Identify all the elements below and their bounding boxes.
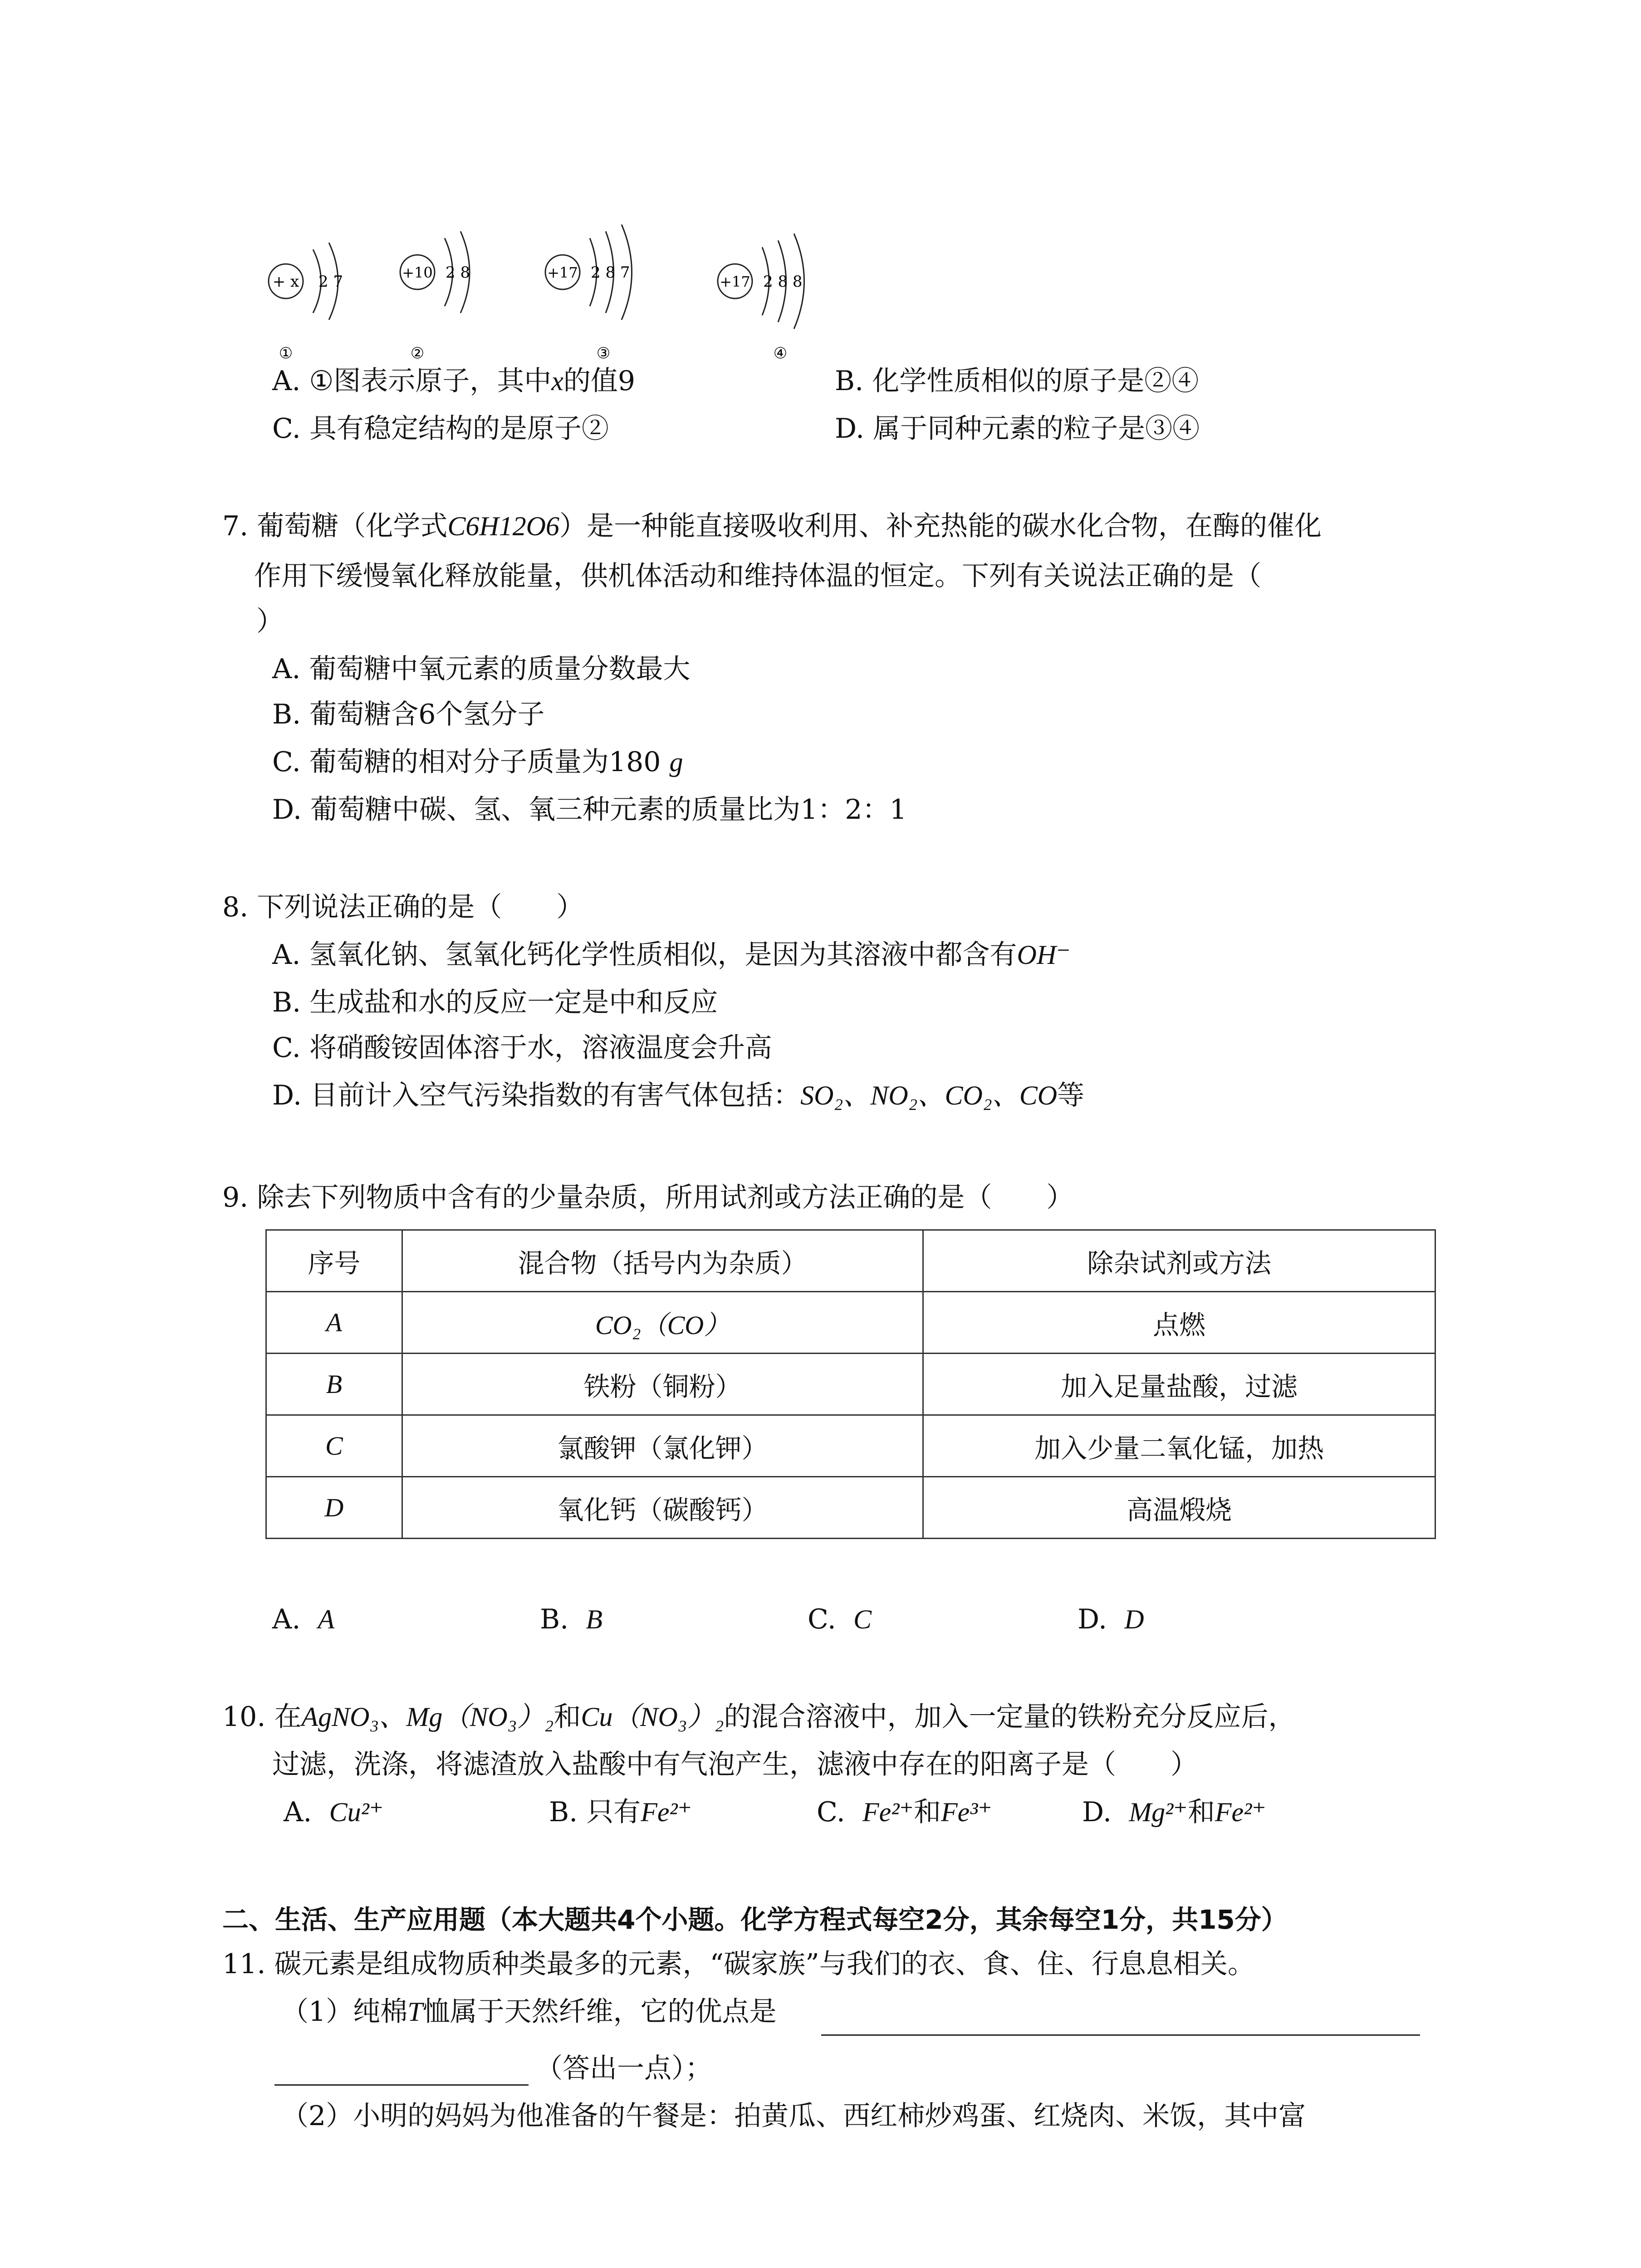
q11-part2: （2）小明的妈妈为他准备的午餐是：拍黄瓜、西红柿炒鸡蛋、红烧肉、米饭，其中富 [281, 2100, 1306, 2132]
atom-diagram-1 [269, 243, 343, 362]
table-cell: 高温煅烧 [923, 1477, 1435, 1539]
q8-option-d[interactable]: D. 目前计入空气污染指数的有害气体包括：SO₂、NO₂、CO₂、CO等 [272, 1080, 1085, 1111]
q9-option-b[interactable]: B. B [540, 1603, 603, 1635]
svg-text:②: ② [410, 344, 425, 362]
q8-option-a[interactable]: A. 氢氧化钠、氢氧化钙化学性质相似，是因为其溶液中都含有OH⁻ [272, 939, 1071, 971]
atom-structure-diagrams [254, 213, 889, 363]
atom-diagram-3 [545, 225, 632, 362]
table-header: 序号 [266, 1230, 402, 1292]
q7-option-c[interactable]: C. 葡萄糖的相对分子质量为180 g [272, 746, 683, 778]
atom-diagram-2 [400, 231, 470, 362]
glucose-formula: C6H12O6 [447, 511, 560, 541]
section-heading: 二、生活、生产应用题（本大题共4个小题。化学方程式每空2分，其余每空1分，共15分） [222, 1904, 1288, 1935]
q11-part1: （1）纯棉T恤属于天然纤维，它的优点是 [281, 1996, 777, 2028]
svg-text:+ x: + x [272, 273, 299, 291]
table-cell: 氯酸钾（氯化钾） [402, 1415, 923, 1477]
svg-text:2 7: 2 7 [318, 273, 343, 291]
table-row [266, 1415, 1435, 1477]
q6-option-d[interactable]: D. 属于同种元素的粒子是③④ [835, 413, 1200, 445]
table-row [266, 1292, 1435, 1354]
svg-text:+17: +17 [547, 264, 578, 281]
table-cell: 点燃 [923, 1292, 1435, 1354]
q10-stem-line2: 过滤，洗涤，将滤渣放入盐酸中有气泡产生，滤液中存在的阳离子是（ ） [272, 1749, 1198, 1780]
table-header: 混合物（括号内为杂质） [402, 1230, 923, 1292]
q7-option-b[interactable]: B. 葡萄糖含6个氢分子 [272, 699, 545, 730]
q7-stem-line2: 作用下缓慢氧化释放能量，供机体活动和维持体温的恒定。下列有关说法正确的是（ [254, 560, 1261, 592]
table-row [266, 1477, 1435, 1539]
q9-option-d[interactable]: D. D [1078, 1603, 1144, 1635]
q6-option-b[interactable]: B. 化学性质相似的原子是②④ [835, 365, 1199, 397]
q10-option-c[interactable]: C. Fe²⁺和Fe³⁺ [817, 1796, 992, 1828]
atom-diagram-4 [718, 234, 804, 362]
q9-stem: 9. 除去下列物质中含有的少量杂质，所用试剂或方法正确的是（ ） [222, 1182, 1074, 1213]
q7-option-a[interactable]: A. 葡萄糖中氧元素的质量分数最大 [272, 653, 691, 685]
svg-text:+10: +10 [402, 264, 433, 281]
table-cell: C [266, 1415, 402, 1477]
q8-option-c[interactable]: C. 将硝酸铵固体溶于水，溶液温度会升高 [272, 1032, 772, 1064]
q7-stem-line3: ） [256, 606, 284, 637]
svg-text:④: ④ [773, 344, 788, 362]
table-cell: CO₂（CO） [402, 1292, 923, 1354]
table-header-row [266, 1230, 1435, 1292]
svg-text:①: ① [279, 344, 293, 362]
table-cell: 加入少量二氧化锰，加热 [923, 1415, 1435, 1477]
table-cell: D [266, 1477, 402, 1539]
q10-option-d[interactable]: D. Mg²⁺和Fe²⁺ [1082, 1796, 1266, 1828]
q10-option-b[interactable]: B. 只有Fe²⁺ [549, 1796, 692, 1828]
q10-option-a[interactable]: A. Cu²⁺ [284, 1796, 384, 1828]
answer-blank-2[interactable] [274, 2084, 529, 2086]
q9-table [265, 1229, 1436, 1539]
table-row [266, 1354, 1435, 1415]
q9-option-a[interactable]: A. A [272, 1603, 335, 1635]
table-cell: 加入足量盐酸，过滤 [923, 1354, 1435, 1415]
q11-stem: 11. 碳元素是组成物质种类最多的元素，“碳家族”与我们的衣、食、住、行息息相关。 [222, 1948, 1255, 1980]
q7-option-d[interactable]: D. 葡萄糖中碳、氢、氧三种元素的质量比为1：2：1 [272, 794, 907, 826]
table-cell: A [266, 1292, 402, 1354]
svg-text:2 8 7: 2 8 7 [591, 264, 630, 282]
q6-option-c[interactable]: C. 具有稳定结构的是原子② [272, 413, 609, 445]
q8-stem: 8. 下列说法正确的是（ ） [222, 891, 584, 923]
q8-option-b[interactable]: B. 生成盐和水的反应一定是中和反应 [272, 987, 718, 1018]
q6-option-a[interactable]: A. ①图表示原子，其中x的值9 [272, 365, 636, 397]
svg-text:2 8: 2 8 [446, 264, 470, 282]
table-cell: B [266, 1354, 402, 1415]
table-cell: 铁粉（铜粉） [402, 1354, 923, 1415]
q10-stem-line1: 10. 在AgNO₃、Mg（NO₃）₂和Cu（NO₃）₂的混合溶液中，加入一定量的铁粉充分反应后， [222, 1701, 1296, 1733]
svg-text:③: ③ [596, 344, 611, 362]
table-header: 除杂试剂或方法 [923, 1230, 1435, 1292]
table-cell: 氧化钙（碳酸钙） [402, 1477, 923, 1539]
q9-option-c[interactable]: C. C [808, 1603, 872, 1635]
svg-text:2 8 8: 2 8 8 [763, 273, 803, 291]
q11-part1-tail: （答出一点）； [535, 2053, 712, 2084]
svg-text:+17: +17 [720, 273, 750, 290]
q7-stem-line1: 7. 葡萄糖（化学式C6H12O6）是一种能直接吸收利用、补充热能的碳水化合物，在酶的催化 [222, 510, 1322, 542]
answer-blank-1[interactable] [821, 2034, 1420, 2036]
